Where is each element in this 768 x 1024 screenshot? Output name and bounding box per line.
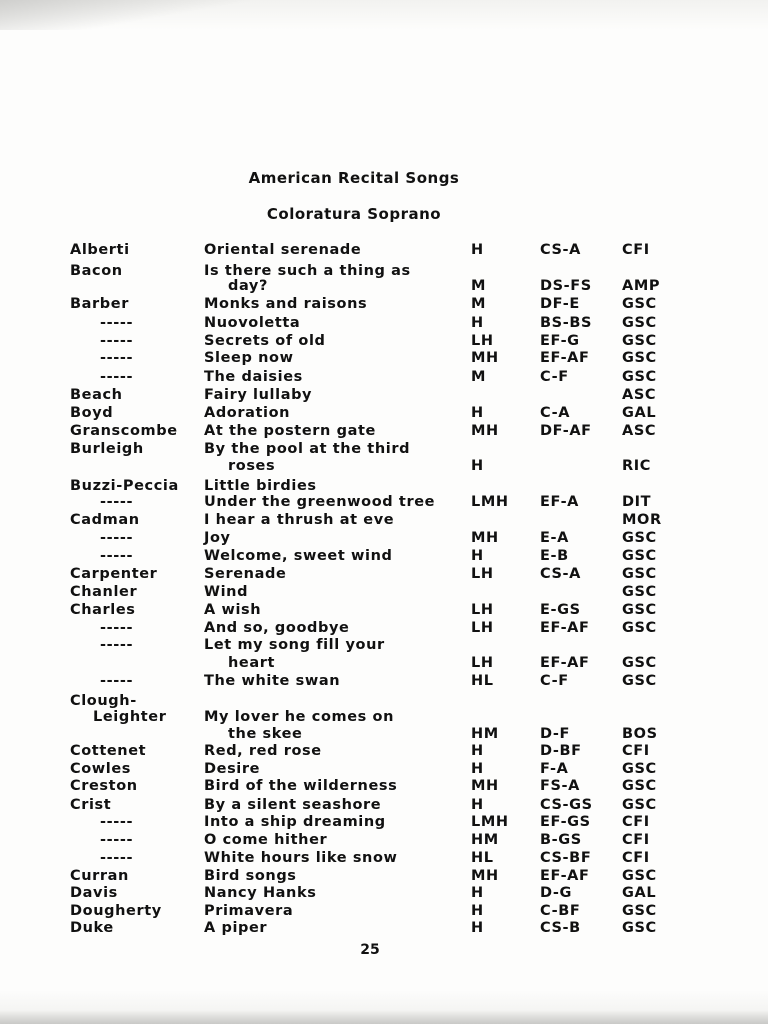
- song-title: roses: [228, 458, 276, 474]
- song-row: [0, 350, 768, 368]
- vocal-range: B-GS: [540, 832, 582, 848]
- song-title: day?: [228, 278, 268, 294]
- publisher-code: GSC: [622, 903, 657, 919]
- publisher-code: ASC: [622, 387, 657, 403]
- voice-type: H: [471, 761, 484, 777]
- song-row: [0, 584, 768, 602]
- publisher-code: GSC: [622, 797, 657, 813]
- composer-name: -----: [100, 369, 134, 385]
- voice-type: LMH: [471, 494, 509, 510]
- song-row: [0, 566, 768, 584]
- song-row: [0, 315, 768, 333]
- song-row: [0, 814, 768, 832]
- composer-name: -----: [100, 548, 134, 564]
- composer-name: -----: [100, 850, 134, 866]
- song-title: Nuovoletta: [204, 315, 301, 331]
- song-title: the skee: [228, 726, 303, 742]
- publisher-code: CFI: [622, 743, 650, 759]
- song-row: [0, 620, 768, 638]
- vocal-range: EF-AF: [540, 868, 590, 884]
- song-row: [0, 441, 768, 459]
- publisher-code: GSC: [622, 315, 657, 331]
- vocal-range: DF-E: [540, 296, 580, 312]
- song-row: [0, 387, 768, 405]
- composer-name: Duke: [70, 920, 114, 936]
- vocal-range: D-F: [540, 726, 571, 742]
- song-title: Sleep now: [204, 350, 294, 366]
- song-row: [0, 778, 768, 796]
- composer-name: -----: [100, 494, 134, 510]
- song-title: Fairy lullaby: [204, 387, 313, 403]
- song-row: [0, 458, 768, 476]
- composer-name: Cadman: [70, 512, 140, 528]
- vocal-range: D-BF: [540, 743, 582, 759]
- voice-type: MH: [471, 530, 499, 546]
- song-row: [0, 296, 768, 314]
- composer-name: -----: [100, 620, 134, 636]
- composer-name: Burleigh: [70, 441, 144, 457]
- song-row: [0, 709, 768, 727]
- song-title: Nancy Hanks: [204, 885, 317, 901]
- publisher-code: CFI: [622, 850, 650, 866]
- vocal-range: C-A: [540, 405, 571, 421]
- composer-name: Chanler: [70, 584, 138, 600]
- song-row: [0, 726, 768, 744]
- composer-name: Curran: [70, 868, 129, 884]
- composer-name: Cowles: [70, 761, 132, 777]
- publisher-code: ASC: [622, 423, 657, 439]
- composer-name: -----: [100, 637, 134, 653]
- voice-type: H: [471, 903, 484, 919]
- song-row: [0, 423, 768, 441]
- composer-name: Alberti: [70, 242, 130, 258]
- vocal-range: EF-GS: [540, 814, 591, 830]
- song-row: [0, 405, 768, 423]
- voice-type: H: [471, 315, 484, 331]
- publisher-code: GSC: [622, 333, 657, 349]
- composer-name: Barber: [70, 296, 129, 312]
- composer-name: Bacon: [70, 263, 123, 279]
- song-row: [0, 530, 768, 548]
- song-title: Wind: [204, 584, 249, 600]
- song-title: Is there such a thing as: [204, 263, 411, 279]
- voice-type: LH: [471, 566, 494, 582]
- page-corner-shadow: [0, 0, 260, 30]
- publisher-code: BOS: [622, 726, 658, 742]
- song-row: [0, 369, 768, 387]
- song-row: [0, 602, 768, 620]
- song-title: Red, red rose: [204, 743, 322, 759]
- voice-type: HM: [471, 832, 499, 848]
- song-title: I hear a thrush at eve: [204, 512, 395, 528]
- vocal-range: CS-B: [540, 920, 581, 936]
- vocal-range: EF-AF: [540, 350, 590, 366]
- publisher-code: GAL: [622, 405, 657, 421]
- composer-name: Clough-: [70, 693, 137, 709]
- song-title: O come hither: [204, 832, 328, 848]
- song-title: The white swan: [204, 673, 341, 689]
- voice-type: H: [471, 743, 484, 759]
- voice-type: LH: [471, 333, 494, 349]
- voice-type: MH: [471, 423, 499, 439]
- vocal-range: DS-FS: [540, 278, 592, 294]
- voice-type: HM: [471, 726, 499, 742]
- vocal-range: EF-A: [540, 494, 580, 510]
- publisher-code: RIC: [622, 458, 652, 474]
- voice-type: H: [471, 242, 484, 258]
- song-title: Adoration: [204, 405, 291, 421]
- composer-name: Dougherty: [70, 903, 162, 919]
- composer-name: -----: [100, 350, 134, 366]
- song-title: Into a ship dreaming: [204, 814, 386, 830]
- song-row: [0, 494, 768, 512]
- song-title: Primavera: [204, 903, 294, 919]
- song-title: Welcome, sweet wind: [204, 548, 393, 564]
- song-title: A wish: [204, 602, 262, 618]
- song-title: Monks and raisons: [204, 296, 368, 312]
- vocal-range: EF-AF: [540, 620, 590, 636]
- vocal-range: EF-AF: [540, 655, 590, 671]
- voice-type: HL: [471, 850, 494, 866]
- song-title: At the postern gate: [204, 423, 376, 439]
- composer-name: Davis: [70, 885, 118, 901]
- publisher-code: GSC: [622, 584, 657, 600]
- composer-name: Leighter: [93, 709, 167, 725]
- composer-name: Cottenet: [70, 743, 147, 759]
- composer-name: Boyd: [70, 405, 114, 421]
- vocal-range: E-A: [540, 530, 569, 546]
- composer-name: Creston: [70, 778, 138, 794]
- publisher-code: GSC: [622, 602, 657, 618]
- publisher-code: CFI: [622, 814, 650, 830]
- composer-name: Charles: [70, 602, 136, 618]
- song-row: [0, 242, 768, 260]
- vocal-range: E-GS: [540, 602, 581, 618]
- voice-type: H: [471, 458, 484, 474]
- composer-name: Beach: [70, 387, 123, 403]
- voice-type: H: [471, 797, 484, 813]
- voice-type: H: [471, 405, 484, 421]
- voice-type: LH: [471, 655, 494, 671]
- vocal-range: E-B: [540, 548, 569, 564]
- song-row: [0, 278, 768, 296]
- publisher-code: GSC: [622, 296, 657, 312]
- song-row: [0, 761, 768, 779]
- song-row: [0, 673, 768, 691]
- song-row: [0, 868, 768, 886]
- vocal-range: C-F: [540, 673, 569, 689]
- publisher-code: AMP: [622, 278, 661, 294]
- song-title: The daisies: [204, 369, 303, 385]
- song-row: [0, 743, 768, 761]
- publisher-code: GSC: [622, 350, 657, 366]
- song-title: Bird songs: [204, 868, 297, 884]
- publisher-code: GAL: [622, 885, 657, 901]
- song-title: Little birdies: [204, 478, 317, 494]
- publisher-code: CFI: [622, 242, 650, 258]
- voice-type: H: [471, 548, 484, 564]
- voice-type: H: [471, 920, 484, 936]
- vocal-range: CS-BF: [540, 850, 592, 866]
- song-title: Serenade: [204, 566, 287, 582]
- publisher-code: GSC: [622, 566, 657, 582]
- composer-name: Granscombe: [70, 423, 178, 439]
- voice-type: M: [471, 278, 487, 294]
- vocal-range: FS-A: [540, 778, 580, 794]
- publisher-code: GSC: [622, 369, 657, 385]
- page-bottom-shadow: [0, 1010, 768, 1024]
- song-row: [0, 850, 768, 868]
- composer-name: -----: [100, 530, 134, 546]
- vocal-range: CS-GS: [540, 797, 593, 813]
- song-row: [0, 512, 768, 530]
- publisher-code: GSC: [622, 655, 657, 671]
- song-title: Desire: [204, 761, 261, 777]
- composer-name: -----: [100, 673, 134, 689]
- song-title: A piper: [204, 920, 268, 936]
- song-title: White hours like snow: [204, 850, 398, 866]
- composer-name: -----: [100, 832, 134, 848]
- song-row: [0, 832, 768, 850]
- composer-name: Carpenter: [70, 566, 158, 582]
- composer-name: -----: [100, 315, 134, 331]
- voice-type: MH: [471, 778, 499, 794]
- publisher-code: GSC: [622, 620, 657, 636]
- song-title: Oriental serenade: [204, 242, 362, 258]
- publisher-code: MOR: [622, 512, 662, 528]
- voice-type: HL: [471, 673, 494, 689]
- voice-type: M: [471, 369, 487, 385]
- vocal-range: BS-BS: [540, 315, 593, 331]
- song-row: [0, 637, 768, 655]
- voice-type: MH: [471, 350, 499, 366]
- vocal-range: F-A: [540, 761, 569, 777]
- voice-type: M: [471, 296, 487, 312]
- voice-type: LH: [471, 602, 494, 618]
- song-title: And so, goodbye: [204, 620, 350, 636]
- vocal-range: EF-G: [540, 333, 580, 349]
- voice-type: MH: [471, 868, 499, 884]
- vocal-range: D-G: [540, 885, 573, 901]
- publisher-code: DIT: [622, 494, 652, 510]
- song-row: [0, 885, 768, 903]
- song-title: heart: [228, 655, 276, 671]
- song-row: [0, 333, 768, 351]
- publisher-code: CFI: [622, 832, 650, 848]
- song-title: By a silent seashore: [204, 797, 382, 813]
- song-title: Secrets of old: [204, 333, 326, 349]
- publisher-code: GSC: [622, 761, 657, 777]
- song-row: [0, 548, 768, 566]
- voice-type: H: [471, 885, 484, 901]
- publisher-code: GSC: [622, 920, 657, 936]
- song-title: Joy: [204, 530, 231, 546]
- page-title: American Recital Songs: [248, 169, 460, 187]
- voice-type: LH: [471, 620, 494, 636]
- song-title: My lover he comes on: [204, 709, 395, 725]
- composer-name: Crist: [70, 797, 112, 813]
- song-title: By the pool at the third: [204, 441, 411, 457]
- vocal-range: C-BF: [540, 903, 581, 919]
- vocal-range: CS-A: [540, 242, 581, 258]
- vocal-range: DF-AF: [540, 423, 592, 439]
- composer-name: Buzzi-Peccia: [70, 478, 179, 494]
- song-title: Let my song fill your: [204, 637, 385, 653]
- vocal-range: C-F: [540, 369, 569, 385]
- publisher-code: GSC: [622, 530, 657, 546]
- publisher-code: GSC: [622, 673, 657, 689]
- song-title: Under the greenwood tree: [204, 494, 436, 510]
- song-row: [0, 797, 768, 815]
- composer-name: -----: [100, 333, 134, 349]
- page-subtitle: Coloratura Soprano: [266, 205, 442, 223]
- song-row: [0, 655, 768, 673]
- composer-name: -----: [100, 814, 134, 830]
- song-row: [0, 903, 768, 921]
- publisher-code: GSC: [622, 778, 657, 794]
- page-number: 25: [360, 942, 380, 958]
- vocal-range: CS-A: [540, 566, 581, 582]
- voice-type: LMH: [471, 814, 509, 830]
- publisher-code: GSC: [622, 868, 657, 884]
- song-row: [0, 920, 768, 938]
- publisher-code: GSC: [622, 548, 657, 564]
- song-title: Bird of the wilderness: [204, 778, 398, 794]
